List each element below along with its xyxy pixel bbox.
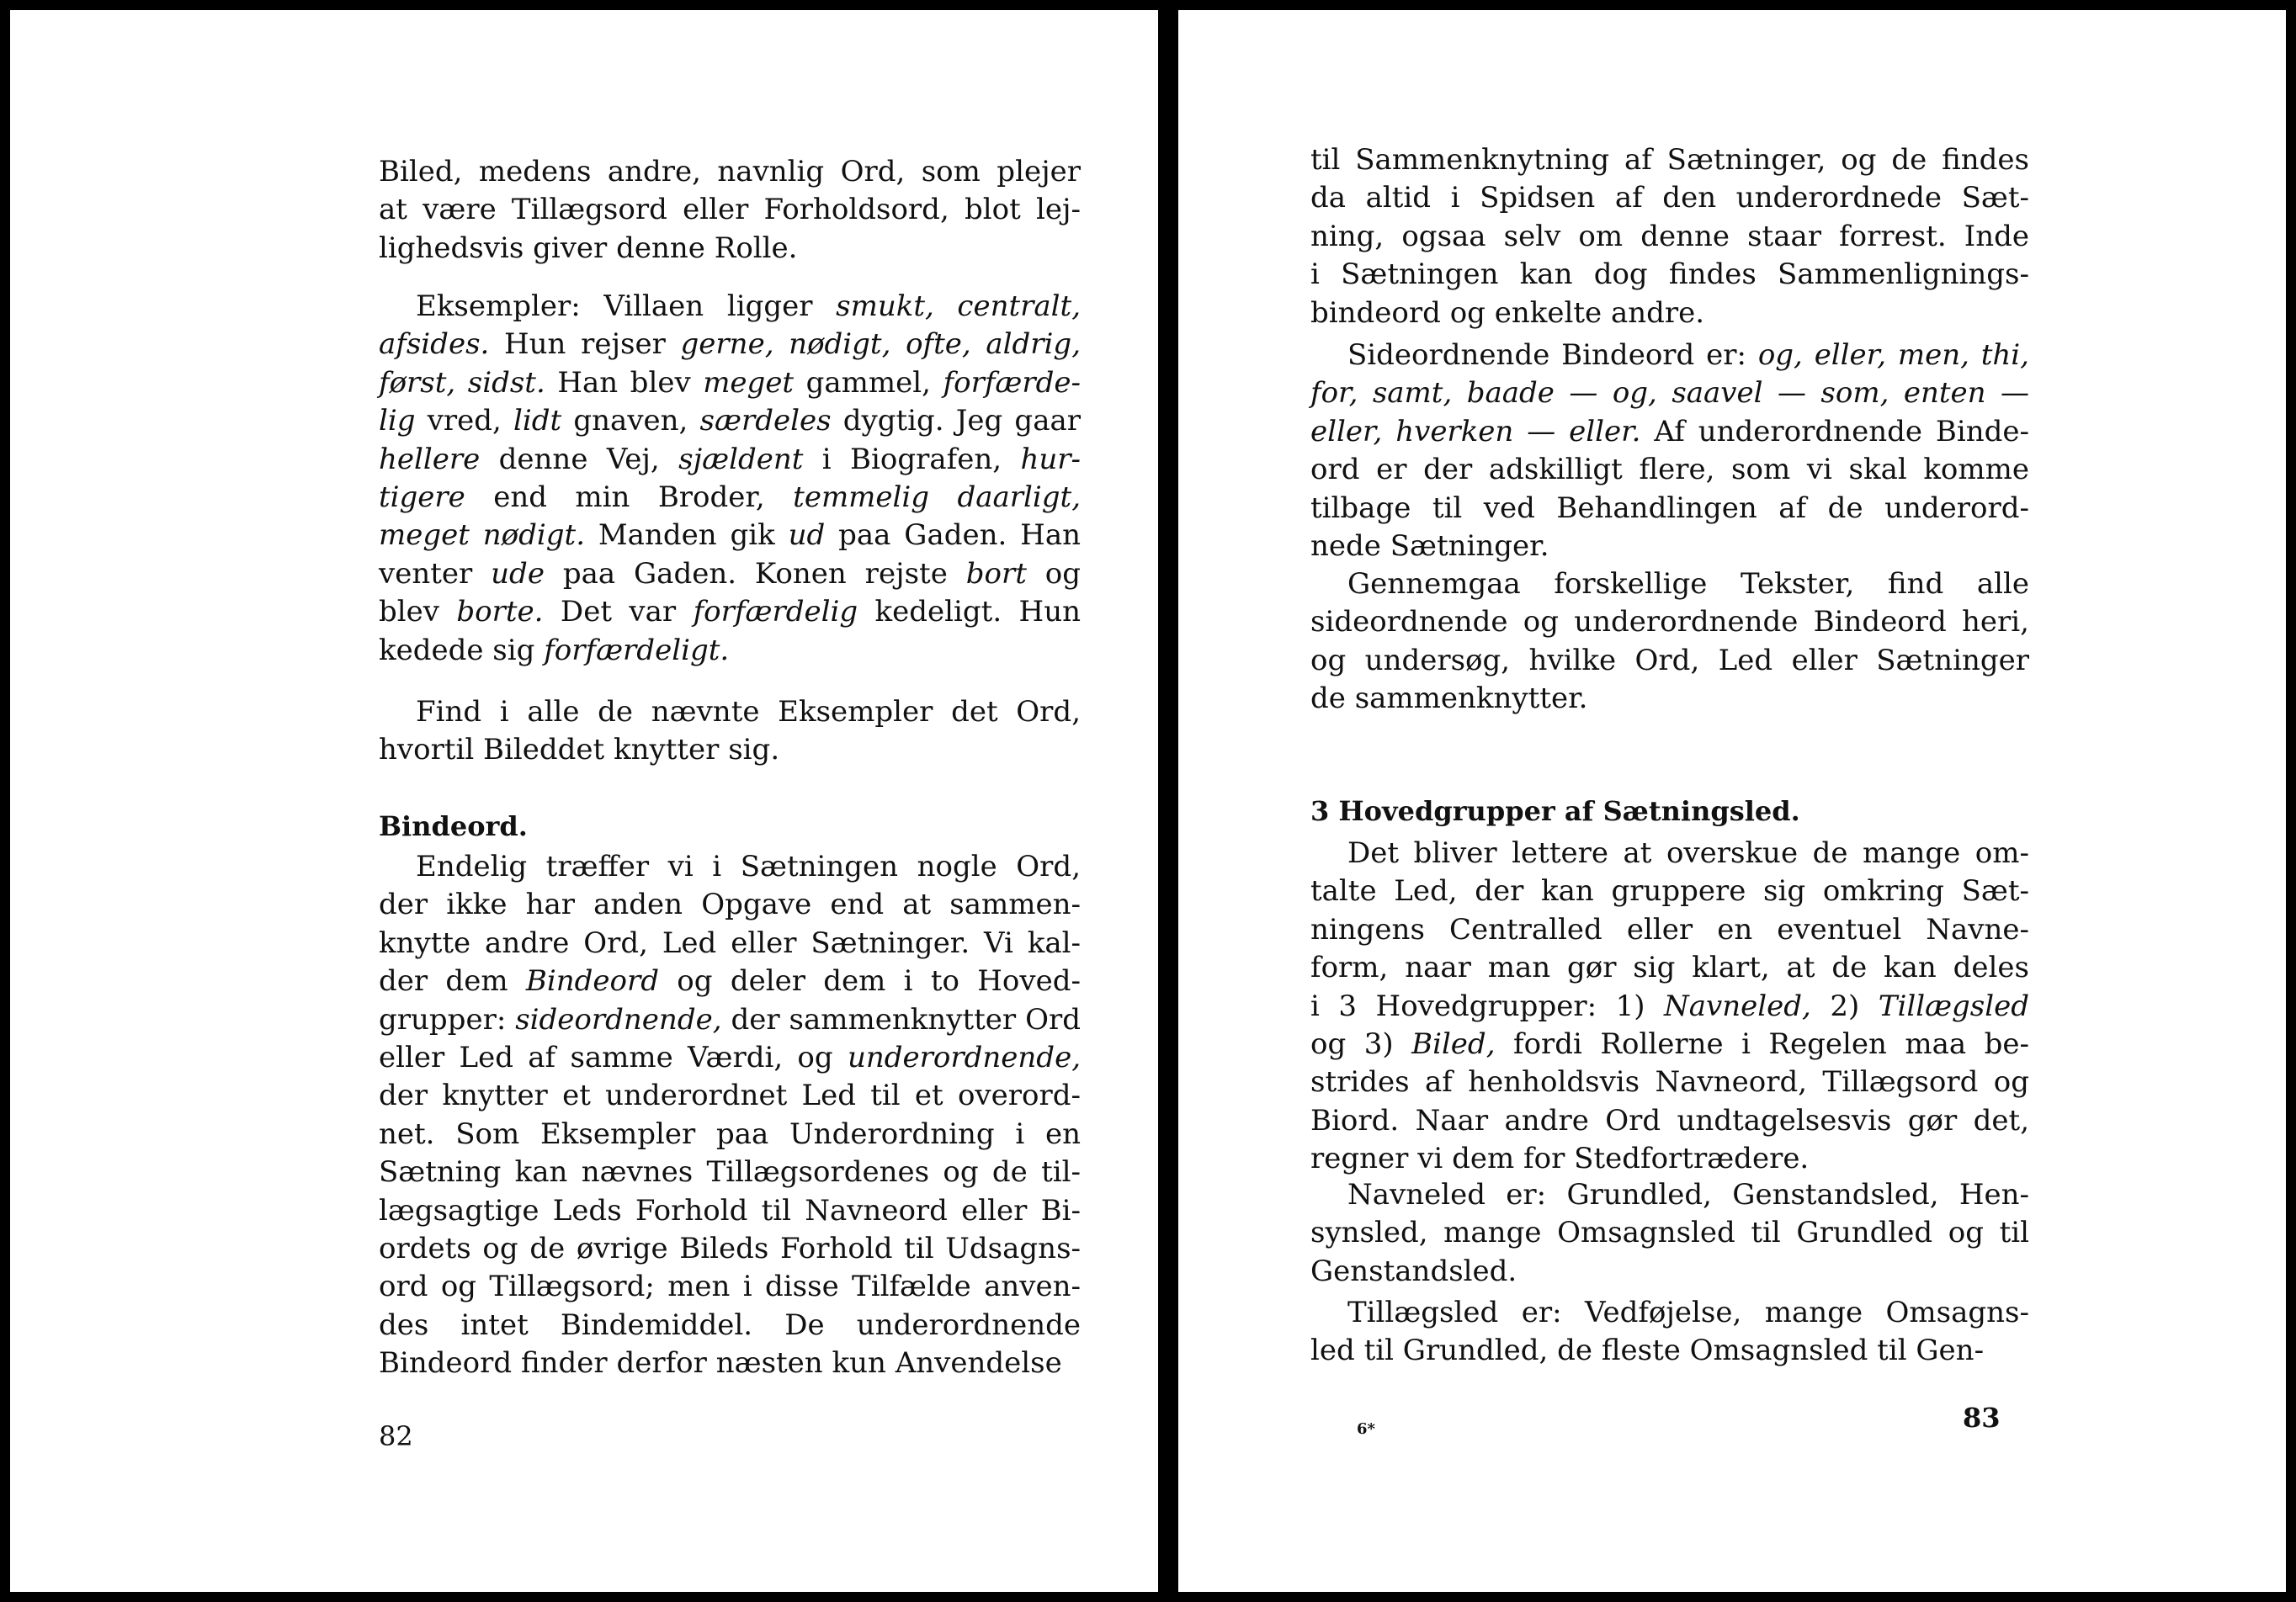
italic-text: gerne, nødigt, ofte, aldrig, — [680, 327, 1082, 362]
italic-text: Biled, — [1411, 1027, 1496, 1062]
text-line: meget nødigt. Manden gik ud paa Gaden. Han — [379, 518, 1081, 553]
italic-text: bort — [965, 556, 1027, 591]
italic-text: for, samt, baade — og, saavel — som, enten — — [1310, 376, 2029, 411]
signature-mark: 6* — [1357, 1420, 1375, 1438]
text-line: Eksempler: Villaen ligger smukt, centralt, — [416, 289, 1082, 323]
text-line: hvortil Bileddet knytter sig. — [379, 733, 780, 767]
right-page — [1178, 10, 2286, 1592]
italic-text: forfærdelig — [693, 595, 858, 629]
italic-text: Navneled, — [1664, 989, 1811, 1023]
text-line: lighedsvis giver denne Rolle. — [379, 231, 798, 265]
text-line: eller Led af samme Værdi, og underordnende, — [379, 1041, 1081, 1075]
text-line: ord er der adskilligt flere, som vi skal komme — [1310, 453, 2029, 487]
text-line: Biord. Naar andre Ord undtagelsesvis gør det, — [1310, 1103, 2029, 1138]
italic-text: hur- — [1020, 442, 1081, 476]
paragraph — [1310, 565, 2029, 719]
text-line: Genstandsled. — [1310, 1254, 1517, 1288]
italic-text: underordnende, — [847, 1041, 1081, 1075]
text-line: grupper: sideordnende, der sammenknytter Ord — [379, 1002, 1081, 1037]
text-line: nede Sætninger. — [1310, 529, 1549, 564]
italic-text: tigere — [379, 480, 465, 515]
text-line: lig vred, lidt gnaven, særdeles dygtig. Jeg gaar — [379, 404, 1081, 438]
italic-text: først, sidst. — [379, 365, 545, 400]
text-line: kedede sig forfærdeligt. — [379, 633, 730, 667]
text-line: at være Tillægsord eller Forholdsord, blot lej- — [379, 193, 1081, 227]
text-line: og undersøg, hvilke Ord, Led eller Sætninger — [1310, 643, 2029, 677]
text-line: led til Grundled, de fleste Omsagnsled til Gen- — [1310, 1334, 1985, 1368]
paragraph — [1310, 1176, 2029, 1291]
examples-paragraph — [379, 288, 1081, 670]
text-line: ordets og de øvrige Bileds Forhold til Udsagns- — [379, 1232, 1081, 1266]
italic-text: Tillægsled — [1878, 989, 2030, 1023]
italic-text: borte. — [456, 595, 544, 629]
italic-text: temmelig daarligt, — [793, 480, 1082, 515]
text-line: ningens Centralled eller en eventuel Navne- — [1310, 912, 2029, 947]
text-line: der dem Bindeord og deler dem i to Hoved- — [379, 964, 1081, 999]
italic-text: lig — [379, 404, 416, 438]
page-number: 82 — [379, 1420, 413, 1452]
text-line: der ikke har anden Opgave end at sammen- — [379, 888, 1081, 922]
text-line: ning, ogsaa selv om denne staar forrest. Inde — [1310, 219, 2029, 253]
text-line: Gennemgaa forskellige Tekster, find alle — [1347, 567, 2029, 601]
paragraph — [379, 153, 1081, 268]
italic-text: eller, hverken — eller. — [1310, 414, 1641, 448]
text-line: bindeord og enkelte andre. — [1310, 295, 1705, 330]
italic-text: Bindeord — [525, 964, 659, 999]
italic-text: hellere — [379, 442, 481, 476]
section-heading: Bindeord. — [379, 810, 528, 842]
italic-text: sjældent — [678, 442, 804, 476]
text-line: net. Som Eksempler paa Underordning i en — [379, 1117, 1081, 1151]
text-line: lægsagtige Leds Forhold til Navneord eller Bi- — [379, 1193, 1081, 1228]
paragraph — [1310, 1294, 2029, 1371]
text-line: venter ude paa Gaden. Konen rejste bort og — [379, 556, 1082, 591]
text-line: synsled, mange Omsagnsled til Grundled og til — [1310, 1216, 2029, 1250]
italic-text: afsides. — [379, 327, 490, 362]
paragraph — [379, 848, 1081, 1383]
text-line: Endelig træffer vi i Sætningen nogle Ord, — [416, 850, 1081, 883]
text-line: først, sidst. Han blev meget gammel, forfærde- — [379, 365, 1081, 400]
text-line: Find i alle de nævnte Eksempler det Ord, — [416, 695, 1081, 729]
text-line: regner vi dem for Stedfortrædere. — [1310, 1142, 1810, 1176]
italic-text: ud — [788, 518, 826, 553]
text-line: knytte andre Ord, Led eller Sætninger. Vi kal- — [379, 926, 1081, 960]
italic-text: og, eller, men, thi, — [1757, 338, 2029, 372]
italic-text: lidt — [513, 404, 562, 438]
text-line: sideordnende og underordnende Bindeord heri, — [1310, 605, 2029, 639]
text-line: Sætning kan nævnes Tillægsordenes og de til- — [379, 1155, 1081, 1190]
text-line: Biled, medens andre, navnlig Ord, som plejer — [379, 155, 1081, 188]
italic-text: forfærde- — [943, 365, 1081, 400]
paragraph — [1310, 337, 2029, 565]
italic-text: meget — [703, 365, 795, 400]
text-line: des intet Bindemiddel. De underordnende — [379, 1308, 1081, 1342]
italic-text: ude — [491, 556, 545, 591]
text-line: Sideordnende Bindeord er: og, eller, men, thi, — [1347, 338, 2029, 372]
section-heading: 3 Hovedgrupper af Sætningsled. — [1310, 795, 1800, 827]
italic-text: meget nødigt. — [379, 518, 586, 553]
page-number: 83 — [1963, 1402, 2001, 1434]
text-line: talte Led, der kan gruppere sig omkring Sæt- — [1310, 874, 2029, 909]
text-line: og 3) Biled, fordi Rollerne i Regelen maa be- — [1310, 1027, 2030, 1062]
text-line: ord og Tillægsord; men i disse Tilfælde anven- — [379, 1270, 1081, 1304]
text-line: tilbage til ved Behandlingen af de underord- — [1310, 491, 2029, 525]
text-line: tigere end min Broder, temmelig daarligt, — [379, 480, 1082, 515]
italic-text: forfærdeligt. — [544, 633, 730, 667]
left-page — [10, 10, 1158, 1592]
text-line: eller, hverken — eller. Af underordnende Binde- — [1310, 414, 2029, 448]
text-line: strides af henholdsvis Navneord, Tillægsord og — [1310, 1065, 2029, 1100]
text-line: i Sætningen kan dog findes Sammenlignings- — [1310, 257, 2029, 292]
text-line — [1310, 374, 2029, 412]
italic-text: smukt, centralt, — [836, 289, 1082, 323]
text-line: form, naar man gør sig klart, at de kan deles — [1310, 951, 2029, 985]
paragraph — [1310, 835, 2029, 1179]
text-line: hellere denne Vej, sjældent i Biografen, hur- — [379, 442, 1081, 476]
text-line: Bindeord finder derfor næsten kun Anvendelse — [379, 1346, 1062, 1381]
text-line: blev borte. Det var forfærdelig kedeligt. Hun — [379, 595, 1082, 629]
italic-text: sideordnende, — [515, 1002, 722, 1037]
text-line: i 3 Hovedgrupper: 1) Navneled, 2) Tillægsled — [1310, 989, 2030, 1023]
paragraph — [1310, 141, 2029, 332]
text-line: afsides. Hun rejser gerne, nødigt, ofte, aldrig, — [379, 327, 1082, 362]
italic-text: særdeles — [699, 404, 832, 438]
text-line: Det bliver lettere at overskue de mange om- — [1347, 836, 2029, 870]
text-line: der knytter et underordnet Led til et overord- — [379, 1079, 1081, 1113]
text-line: Tillægsled er: Vedføjelse, mange Omsagns- — [1347, 1296, 2029, 1329]
text-line: Navneled er: Grundled, Genstandsled, Hen- — [1347, 1178, 2029, 1212]
text-line: til Sammenknytning af Sætninger, og de findes — [1310, 143, 2029, 177]
text-line: da altid i Spidsen af den underordnede Sæt- — [1310, 181, 2029, 215]
text-line: de sammenknytter. — [1310, 682, 1588, 716]
paragraph — [379, 693, 1081, 770]
